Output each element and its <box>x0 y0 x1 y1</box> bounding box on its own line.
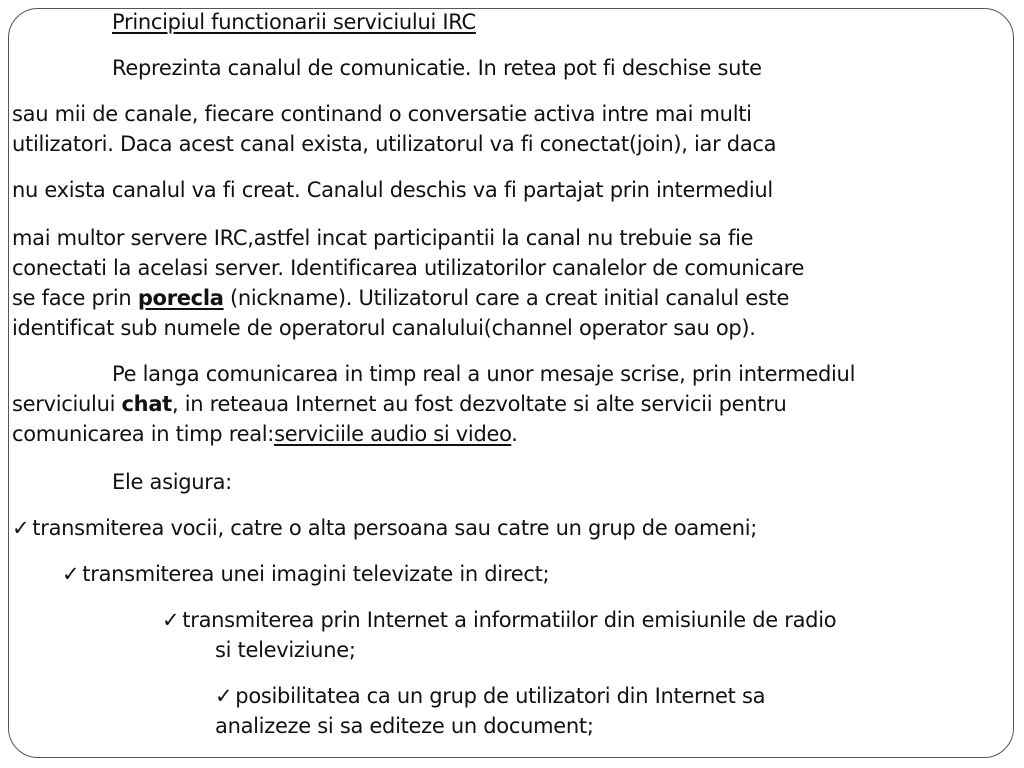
paragraph-line: conectati la acelasi server. Identificarea utilizatorilor canalelor de comunicare <box>12 256 805 280</box>
term-porecla: porecla <box>137 286 224 310</box>
bullet-item <box>12 514 757 542</box>
list-intro: Ele asigura: <box>112 470 232 494</box>
paragraph-text: serviciului <box>12 392 122 416</box>
checkmark-icon: ✓ <box>12 516 30 540</box>
bullet-item <box>62 560 549 588</box>
paragraph-text: se face prin <box>12 286 138 310</box>
bullet-text: transmiterea vocii, catre o alta persoana sau catre un grup de oameni; <box>32 516 758 540</box>
slide-title: Principiul functionarii serviciului IRC <box>112 10 476 34</box>
paragraph-text: , in reteaua Internet au fost dezvoltate si alte servicii pentru <box>171 392 787 416</box>
term-audio-video: serviciile audio si video <box>274 422 512 446</box>
term-chat: chat <box>121 392 172 416</box>
bullet-item <box>162 606 836 634</box>
paragraph-line: mai multor servere IRC,astfel incat participantii la canal nu trebuie sa fie <box>12 226 754 250</box>
paragraph-text: (nickname). Utilizatorul care a creat initial canalul este <box>223 286 790 310</box>
paragraph-text: comunicarea in timp real: <box>12 422 275 446</box>
paragraph-line <box>12 284 789 312</box>
bullet-text: posibilitatea ca un grup de utilizatori din Internet sa <box>235 684 766 708</box>
paragraph-line: Reprezinta canalul de comunicatie. In retea pot fi deschise sute <box>112 56 762 80</box>
bullet-item <box>215 682 765 710</box>
bullet-continuation: si televiziune; <box>215 638 356 662</box>
paragraph-line: utilizatori. Daca acest canal exista, utilizatorul va fi conectat(join), iar daca <box>12 132 777 156</box>
paragraph-line <box>12 420 518 448</box>
bullet-text: transmiterea prin Internet a informatiilor din emisiunile de radio <box>182 608 837 632</box>
checkmark-icon: ✓ <box>62 562 80 586</box>
paragraph-line: sau mii de canale, fiecare continand o conversatie activa intre mai multi <box>12 102 752 126</box>
paragraph-line <box>12 390 787 418</box>
paragraph-text: . <box>511 422 518 446</box>
checkmark-icon: ✓ <box>162 608 180 632</box>
bullet-continuation: analizeze si sa editeze un document; <box>215 714 594 738</box>
paragraph-line: nu exista canalul va fi creat. Canalul deschis va fi partajat prin intermediul <box>12 178 773 202</box>
checkmark-icon: ✓ <box>215 684 233 708</box>
paragraph-line: Pe langa comunicarea in timp real a unor mesaje scrise, prin intermediul <box>112 362 856 386</box>
paragraph-line: identificat sub numele de operatorul canalului(channel operator sau op). <box>12 316 756 340</box>
bullet-text: transmiterea unei imagini televizate in direct; <box>82 562 550 586</box>
